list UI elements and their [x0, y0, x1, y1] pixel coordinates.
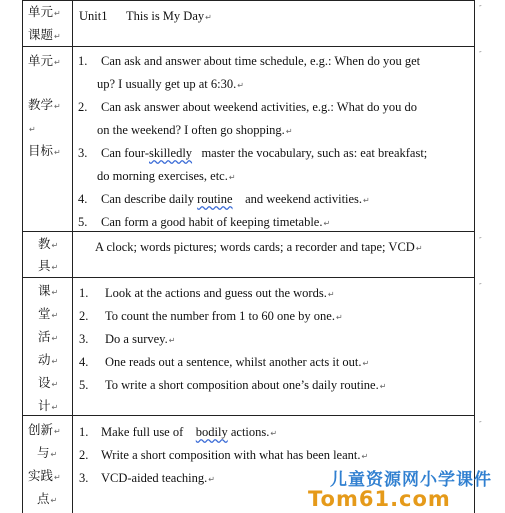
row-end-mark: ˹ [479, 5, 482, 15]
row-label-activities: 计↵ [38, 399, 59, 413]
list-item: do morning exercises, etc.↵ [97, 169, 236, 183]
list-item: Can ask answer about weekend activities, e.g.: What do you do [101, 100, 418, 114]
list-item-number: 3. [79, 332, 89, 346]
list-item: Write a short composition with what has been leant.↵ [101, 448, 369, 462]
row-end-mark: ˹ [479, 421, 482, 431]
row-label-activities: 动↵ [38, 353, 59, 367]
row-divider [22, 46, 475, 47]
teaching-aids-text: A clock; words pictures; words cards; a recorder and tape; VCD↵ [95, 240, 423, 254]
row-label-innovation: 实践↵ [28, 469, 61, 483]
row-label-unit: 单元↵ [28, 5, 61, 19]
list-item-number: 5. [79, 378, 89, 392]
row-label-objectives: 教学↵ [28, 98, 61, 112]
unit-title: Unit1 This is My Day↵ [79, 9, 212, 23]
list-item-number: 2. [79, 309, 89, 323]
row-label-objectives: 单元↵ [28, 54, 61, 68]
row-label-objectives: 目标↵ [28, 144, 61, 158]
list-item: up? I usually get up at 6:30.↵ [97, 77, 244, 91]
list-item-number: 1. [79, 425, 89, 439]
watermark-domain: Tom61.com [308, 487, 451, 511]
list-item-number: 1. [78, 54, 88, 68]
row-divider [22, 231, 475, 232]
row-divider [22, 415, 475, 416]
row-label-activities: 设↵ [38, 376, 59, 390]
table-border-left [22, 0, 23, 513]
list-item: Can describe daily routine and weekend activities.↵ [101, 192, 370, 206]
column-divider [72, 0, 73, 513]
watermark-site-name: 儿童资源网小学课件 [330, 470, 492, 490]
list-item-number: 1. [79, 286, 89, 300]
row-end-mark: ˹ [479, 237, 482, 247]
row-label-unit: 课题↵ [28, 28, 61, 42]
row-label-activities: 活↵ [38, 330, 59, 344]
list-item: One reads out a sentence, whilst another acts it out.↵ [105, 355, 370, 369]
list-item-number: 2. [78, 100, 88, 114]
row-label-activities: 堂↵ [38, 307, 59, 321]
row-label-innovation: 点↵ [37, 492, 58, 506]
row-label-aids: 教↵ [38, 237, 59, 251]
list-item-number: 3. [78, 146, 88, 160]
list-item: To count the number from 1 to 60 one by one.↵ [105, 309, 343, 323]
list-item: Make full use of bodily actions.↵ [101, 425, 278, 439]
row-label-objectives: ↵ [29, 125, 36, 134]
list-item: Look at the actions and guess out the words.↵ [105, 286, 335, 300]
row-end-mark: ˹ [479, 283, 482, 293]
watermark-logo [302, 465, 502, 513]
table-border-right [474, 0, 475, 513]
list-item-number: 5. [78, 215, 88, 229]
row-end-mark: ˹ [479, 51, 482, 61]
list-item: VCD-aided teaching.↵ [101, 471, 215, 485]
list-item: Can four-skilledly master the vocabulary, such as: eat breakfast; [101, 146, 428, 160]
row-label-innovation: 创新↵ [28, 423, 61, 437]
list-item-number: 3. [79, 471, 89, 485]
row-divider [22, 277, 475, 278]
row-label-aids: 具↵ [38, 259, 59, 273]
lesson-plan-table [22, 0, 475, 513]
list-item: Can form a good habit of keeping timetable.↵ [101, 215, 331, 229]
row-label-activities: 课↵ [38, 284, 59, 298]
list-item: on the weekend? I often go shopping.↵ [97, 123, 293, 137]
list-item-number: 2. [79, 448, 89, 462]
table-border-top [22, 0, 475, 1]
list-item: To write a short composition about one’s daily routine.↵ [105, 378, 387, 392]
list-item-number: 4. [79, 355, 89, 369]
row-label-innovation: 与↵ [37, 446, 58, 460]
list-item: Do a survey.↵ [105, 332, 176, 346]
list-item: Can ask and answer about time schedule, e.g.: When do you get [101, 54, 421, 68]
list-item-number: 4. [78, 192, 88, 206]
